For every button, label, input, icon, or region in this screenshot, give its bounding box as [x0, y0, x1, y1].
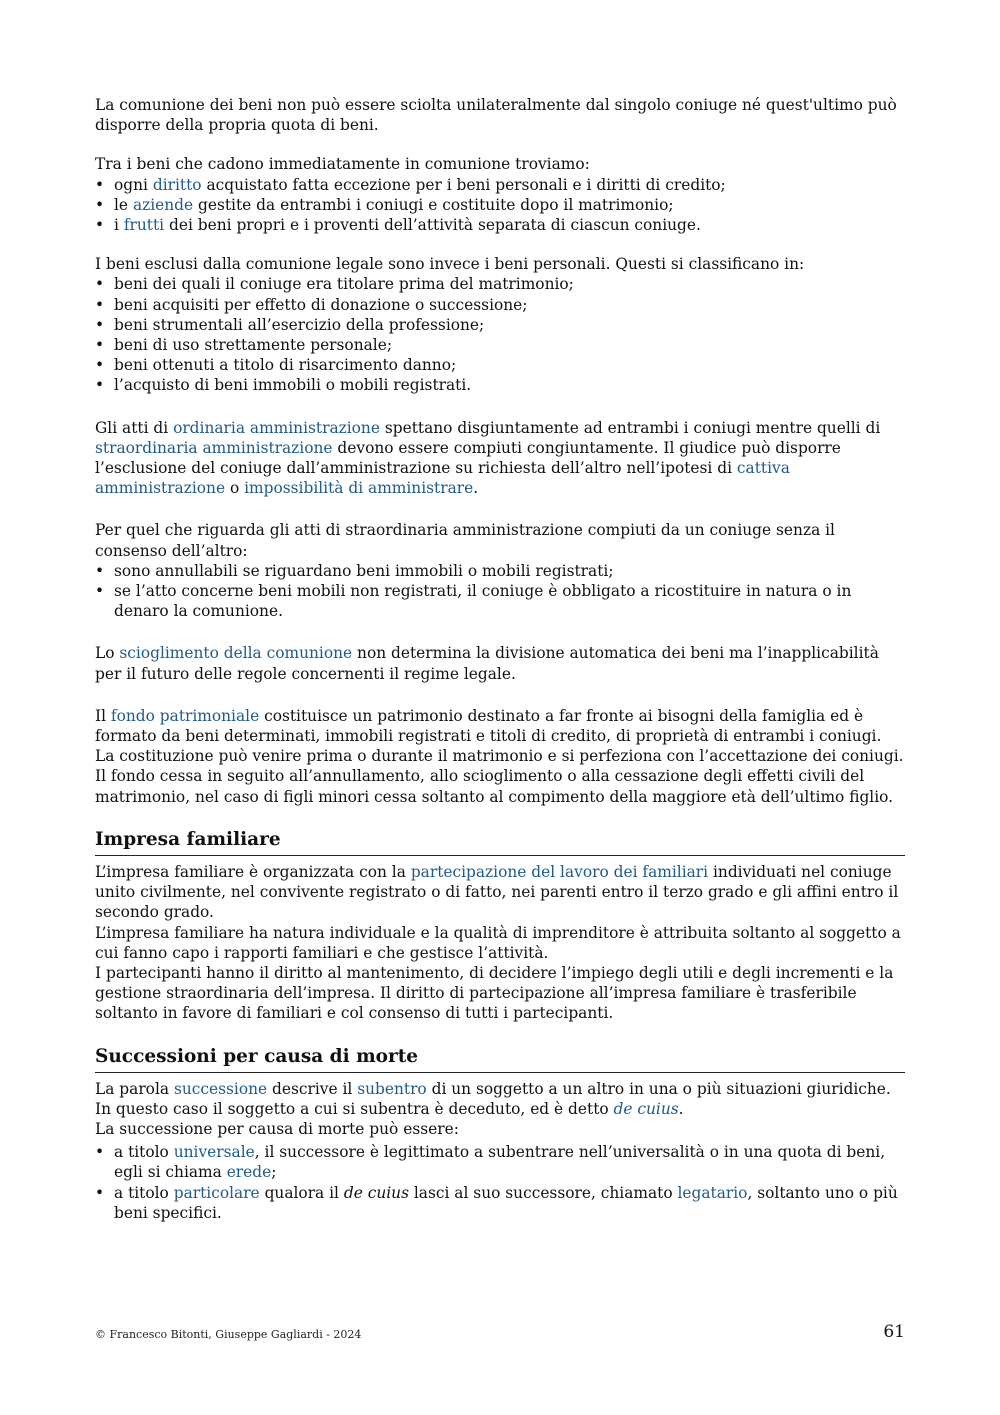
list-item: • beni di uso strettamente personale; [114, 335, 905, 355]
link-de-cuius[interactable]: de cuius [613, 1099, 679, 1118]
list-beni-comunione [95, 175, 905, 236]
list-item: • sono annullabili se riguardano beni immobili o mobili registrati; [114, 561, 905, 581]
link-frutti[interactable]: frutti [123, 216, 165, 235]
link-particolare[interactable]: particolare [173, 1183, 260, 1202]
list-item: • l’acquisto di beni immobili o mobili registrati. [114, 375, 905, 395]
list-item: • beni ottenuti a titolo di risarcimento danno; [114, 355, 905, 375]
paragraph-amministrazione: Gli atti di ordinaria amministrazione spettano disgiuntamente ad entrambi i coniugi mentre quelli di straordinaria amministrazione devono essere compiuti congiuntamente. Il giudice può disporre l’esclusione del coniuge dall’amministrazione su richiesta dell’altro nell’ipotesi di cattiva amministrazione o impossibilità di amministrare. [95, 418, 881, 498]
list-tipi-successione [95, 1142, 905, 1223]
link-scioglimento-comunione[interactable]: scioglimento della comunione [119, 644, 353, 663]
page-number: 61 [883, 1322, 905, 1342]
list-item: • se l’atto concerne beni mobili non registrati, il coniuge è obbligato a ricostituire in natura o in denaro la comunione. [114, 581, 905, 621]
paragraph-fondo-cessa: Il fondo cessa in seguito all’annullamento, allo scioglimento o alla cessazione degli effetti civili del matrimonio, nel caso di figli minori cessa soltanto al compimento della maggiore età dell’ultimo figlio. [95, 767, 894, 806]
link-aziende[interactable]: aziende [132, 195, 194, 214]
link-successione[interactable]: successione [173, 1079, 268, 1098]
list-item: • a titolo universale, il successore è legittimato a subentrare nell’universalità o in una quota di beni, egli si chiama erede; [114, 1142, 905, 1182]
list-item: • beni dei quali il coniuge era titolare prima del matrimonio; [114, 274, 905, 294]
paragraph-impresa-natura: L’impresa familiare ha natura individuale e la qualità di imprenditore è attribuita soltanto al soggetto a cui fanno capo i rapporti familiari e che gestisce l’attività. [95, 923, 901, 962]
footer-copyright: © Francesco Bitonti, Giuseppe Gagliardi - 2024 [95, 1328, 362, 1341]
section-successioni [95, 1045, 905, 1073]
paragraph-successione-definizione: La parola successione descrive il subentro di un soggetto a un altro in una o più situazioni giuridiche. In questo caso il soggetto a cui si subentra è deceduto, ed è detto de cuius. [95, 1079, 891, 1118]
paragraph-straordinaria-intro: Per quel che riguarda gli atti di straordinaria amministrazione compiuti da un coniuge senza il consenso dell’altro: [95, 521, 835, 560]
section-impresa-familiare [95, 828, 905, 856]
paragraph-beni-comunione-intro: Tra i beni che cadono immediatamente in comunione troviamo: [95, 155, 590, 174]
list-atti-straordinaria [95, 561, 905, 622]
link-straordinaria-amministrazione[interactable]: straordinaria amministrazione [95, 438, 333, 457]
link-fondo-patrimoniale[interactable]: fondo patrimoniale [110, 706, 260, 725]
link-ordinaria-amministrazione[interactable]: ordinaria amministrazione [173, 418, 380, 437]
paragraph-fondo-patrimoniale: Il fondo patrimoniale costituisce un patrimonio destinato a far fronte ai bisogni della famiglia ed è formato da beni determinati, immobili registrati e titoli di credito, di proprietà di entrambi i coniugi. La costituzione può venire prima o durante il matrimonio e si perfeziona con l’accettazione dei coniugi. [95, 706, 904, 766]
link-erede[interactable]: erede [226, 1163, 272, 1182]
heading-impresa-familiare: Impresa familiare [95, 828, 905, 856]
paragraph-impresa-organizzazione: L’impresa familiare è organizzata con la partecipazione del lavoro dei familiari individuati nel coniuge unito civilmente, nel convivente registrato o di fatto, nei parenti entro il terzo grado e gli affini entro il secondo grado. [95, 862, 899, 922]
link-partecipazione-lavoro-familiari[interactable]: partecipazione del lavoro dei familiari [410, 862, 709, 881]
list-item: • ogni diritto acquistato fatta eccezione per i beni personali e i diritti di credito; [114, 175, 905, 195]
document-page [95, 95, 905, 1223]
list-item: • beni strumentali all’esercizio della professione; [114, 315, 905, 335]
list-item: • i frutti dei beni propri e i proventi dell’attività separata di ciascun coniuge. [114, 215, 905, 235]
link-subentro[interactable]: subentro [357, 1079, 427, 1098]
paragraph-scioglimento: Lo scioglimento della comunione non determina la divisione automatica dei beni ma l’inapplicabilità per il futuro delle regole concernenti il regime legale. [95, 644, 879, 683]
list-beni-personali [95, 274, 905, 395]
link-legatario[interactable]: legatario [677, 1183, 748, 1202]
link-impossibilita-amministrare[interactable]: impossibilità di amministrare [244, 479, 474, 498]
list-item: • le aziende gestite da entrambi i coniugi e costituite dopo il matrimonio; [114, 195, 905, 215]
link-diritto[interactable]: diritto [152, 175, 202, 194]
heading-successioni: Successioni per causa di morte [95, 1045, 905, 1073]
paragraph-impresa-partecipanti: I partecipanti hanno il diritto al mantenimento, di decidere l’impiego degli utili e degli incrementi e la gestione straordinaria dell’impresa. Il diritto di partecipazione all’impresa familiare è trasferibile soltanto in favore di familiari e col consenso di tutti i partecipanti. [95, 963, 894, 1023]
link-cattiva-amministrazione[interactable]: cattiva amministrazione [95, 459, 790, 498]
paragraph-beni-personali-intro: I beni esclusi dalla comunione legale sono invece i beni personali. Questi si classificano in: [95, 255, 805, 274]
paragraph-successione-tipi-intro: La successione per causa di morte può essere: [95, 1119, 459, 1138]
list-item: • beni acquisiti per effetto di donazione o successione; [114, 295, 905, 315]
link-universale[interactable]: universale [173, 1143, 255, 1162]
list-item: • a titolo particolare qualora il de cuius lasci al suo successore, chiamato legatario, soltanto uno o più beni specifici. [114, 1183, 905, 1223]
paragraph-comunione: La comunione dei beni non può essere sciolta unilateralmente dal singolo coniuge né quest'ultimo può disporre della propria quota di beni. [95, 96, 897, 135]
